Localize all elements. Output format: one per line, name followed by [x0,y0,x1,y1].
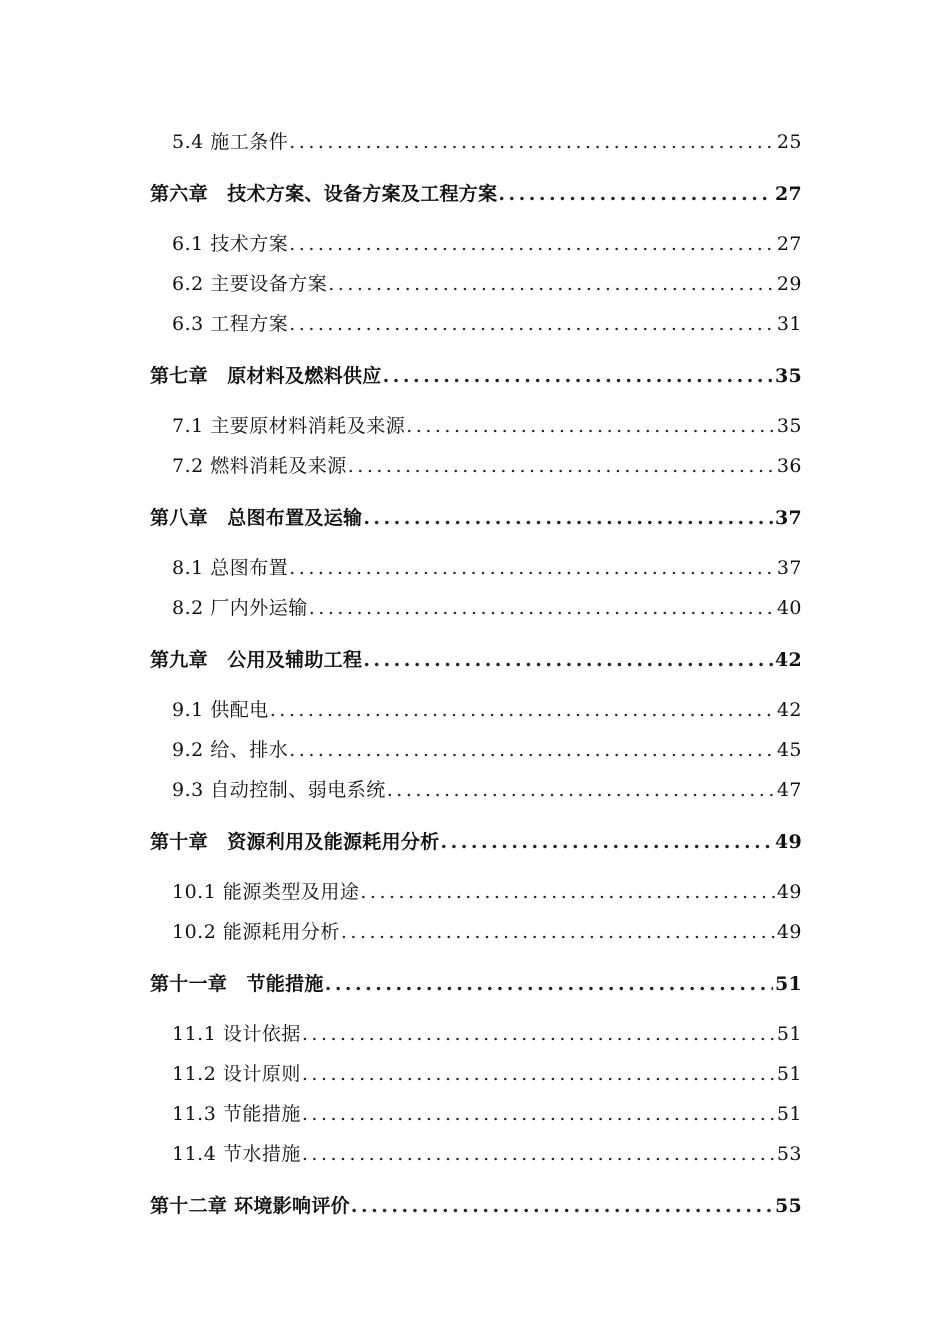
toc-entry-10-2[interactable] [172,917,802,947]
toc-dot-leader [351,1195,773,1217]
toc-entry-title: 6.1 技术方案 [172,233,289,255]
toc-entry-9-3[interactable] [172,775,802,805]
toc-entry-page: 53 [776,1143,802,1165]
toc-entry-page: 29 [776,273,802,295]
toc-entry-title: 6.3 工程方案 [172,313,289,335]
toc-entry-page: 49 [776,881,802,903]
toc-dot-leader [289,313,775,335]
toc-entry-title: 8.1 总图布置 [172,557,289,579]
toc-entry-page: 47 [776,779,802,801]
toc-entry-10-1[interactable] [172,877,802,907]
toc-dot-leader [289,131,775,153]
toc-dot-leader [289,557,775,579]
toc-entry-title: 9.1 供配电 [172,699,269,721]
toc-entry-page: 37 [776,557,802,579]
toc-dot-leader [328,273,775,295]
toc-entry-title: 第十章 资源利用及能源耗用分析 [150,831,440,853]
toc-entry-9-2[interactable] [172,735,802,765]
toc-dot-leader [325,973,773,995]
toc-chapter-9[interactable] [150,645,802,675]
toc-entry-page: 51 [774,973,802,995]
toc-chapter-6[interactable] [150,179,802,209]
toc-entry-title: 第六章 技术方案、设备方案及工程方案 [150,183,498,205]
toc-dot-leader [302,1063,775,1085]
toc-entry-page: 35 [776,415,802,437]
toc-entry-title: 第七章 原材料及燃料供应 [150,365,382,387]
toc-entry-title: 10.1 能源类型及用途 [172,881,360,903]
toc-dot-leader [289,739,775,761]
toc-chapter-11[interactable] [150,969,802,999]
toc-entry-page: 36 [776,455,802,477]
toc-entry-title: 8.2 厂内外运输 [172,597,308,619]
toc-entry-5-4[interactable] [172,127,802,157]
toc-entry-page: 27 [774,183,802,205]
toc-entry-7-2[interactable] [172,451,802,481]
toc-entry-page: 45 [776,739,802,761]
toc-dot-leader [498,183,773,205]
toc-entry-title: 5.4 施工条件 [172,131,289,153]
toc-entry-page: 49 [774,831,802,853]
toc-entry-title: 11.3 节能措施 [172,1103,301,1125]
toc-dot-leader [406,415,775,437]
toc-entry-page: 25 [776,131,802,153]
toc-chapter-12[interactable] [150,1191,802,1221]
toc-entry-page: 55 [774,1195,802,1217]
toc-entry-title: 9.3 自动控制、弱电系统 [172,779,386,801]
toc-dot-leader [387,779,775,801]
toc-entry-page: 31 [776,313,802,335]
toc-entry-title: 第八章 总图布置及运输 [150,507,363,529]
toc-entry-11-2[interactable] [172,1059,802,1089]
toc-entry-title: 第十一章 节能措施 [150,973,324,995]
toc-entry-page: 35 [774,365,802,387]
toc-entry-11-4[interactable] [172,1139,802,1169]
toc-entry-page: 37 [774,507,802,529]
toc-dot-leader [341,921,775,943]
toc-entry-title: 7.2 燃料消耗及来源 [172,455,347,477]
toc-dot-leader [363,649,773,671]
toc-entry-page: 51 [776,1103,802,1125]
toc-entry-title: 7.1 主要原材料消耗及来源 [172,415,406,437]
toc-dot-leader [360,881,774,903]
toc-dot-leader [383,365,773,387]
toc-dot-leader [302,1023,775,1045]
toc-dot-leader [302,1103,775,1125]
toc-entry-title: 9.2 给、排水 [172,739,289,761]
toc-dot-leader [309,597,775,619]
toc-entry-title: 6.2 主要设备方案 [172,273,328,295]
toc-dot-leader [363,507,773,529]
toc-entry-8-2[interactable] [172,593,802,623]
toc-entry-page: 49 [776,921,802,943]
toc-entry-title: 10.2 能源耗用分析 [172,921,340,943]
toc-dot-leader [270,699,775,721]
toc-entry-11-1[interactable] [172,1019,802,1049]
toc-entry-11-3[interactable] [172,1099,802,1129]
toc-entry-6-2[interactable] [172,269,802,299]
toc-dot-leader [441,831,773,853]
toc-chapter-7[interactable] [150,361,802,391]
toc-chapter-8[interactable] [150,503,802,533]
toc-dot-leader [348,455,775,477]
toc-entry-page: 51 [776,1063,802,1085]
toc-chapter-10[interactable] [150,827,802,857]
toc-entry-title: 11.4 节水措施 [172,1143,301,1165]
toc-entry-6-1[interactable] [172,229,802,259]
toc-entry-title: 第十二章 环境影响评价 [150,1195,350,1217]
toc-entry-page: 27 [776,233,802,255]
toc-entry-page: 42 [776,699,802,721]
toc-entry-title: 11.2 设计原则 [172,1063,301,1085]
toc-entry-title: 第九章 公用及辅助工程 [150,649,363,671]
toc-entry-title: 11.1 设计依据 [172,1023,301,1045]
toc-entry-page: 40 [776,597,802,619]
toc-entry-6-3[interactable] [172,309,802,339]
toc-entry-9-1[interactable] [172,695,802,725]
toc-entry-page: 51 [776,1023,802,1045]
toc-dot-leader [289,233,775,255]
toc-entry-7-1[interactable] [172,411,802,441]
toc-entry-page: 42 [774,649,802,671]
toc-dot-leader [302,1143,775,1165]
toc-entry-8-1[interactable] [172,553,802,583]
